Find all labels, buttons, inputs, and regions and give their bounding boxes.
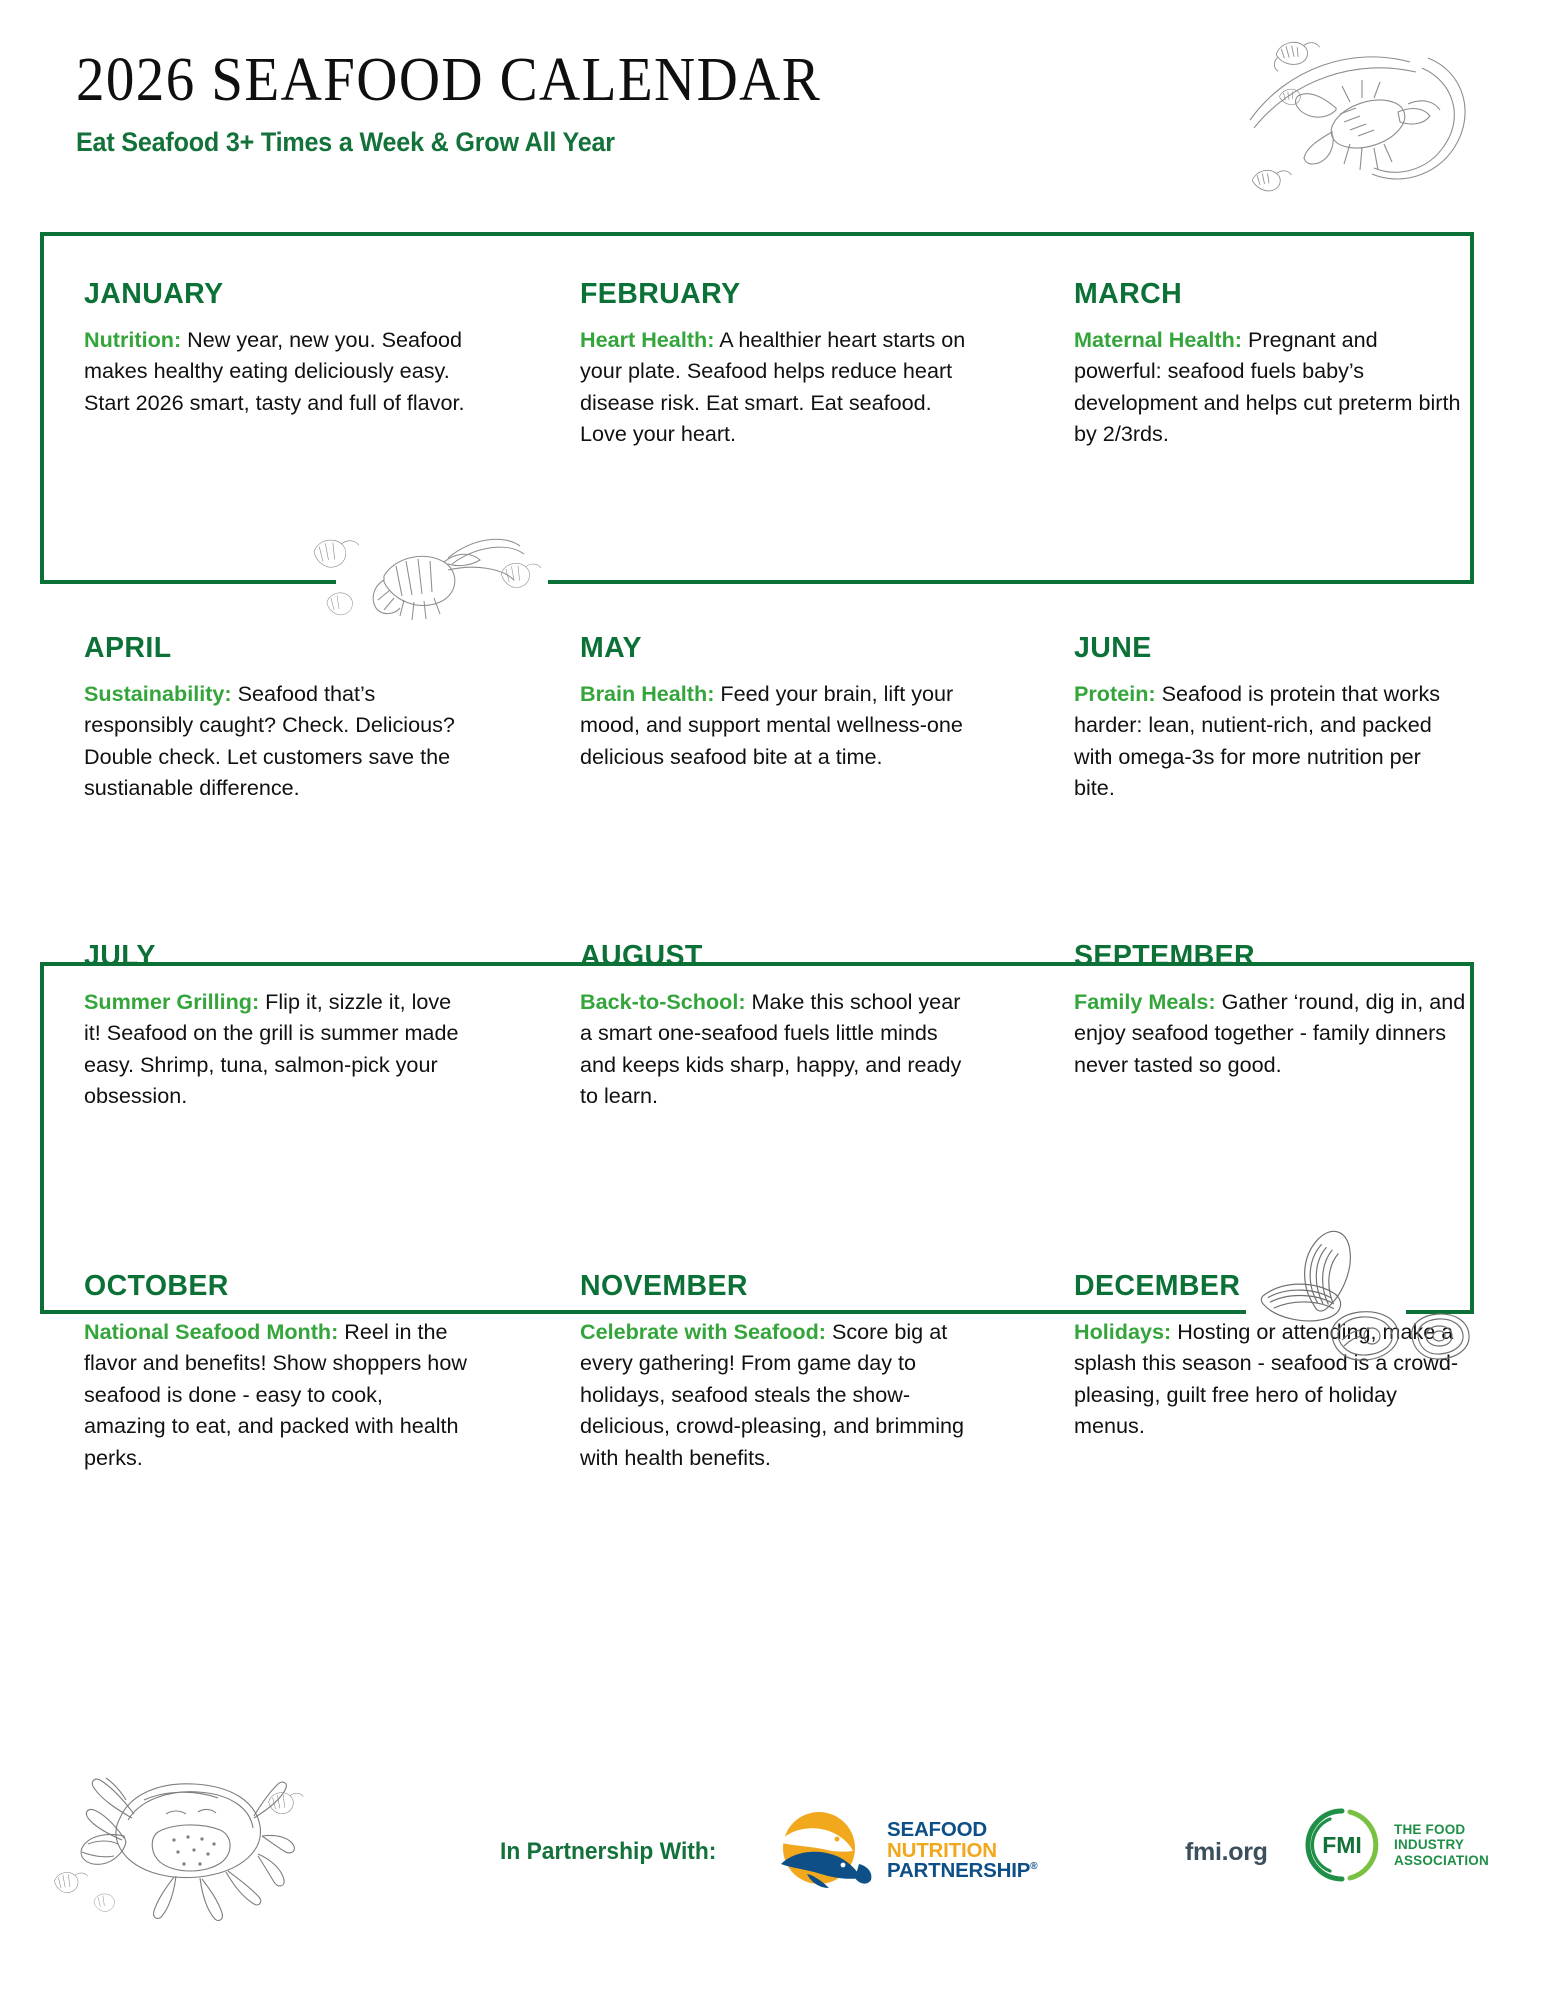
month-title-february: FEBRUARY (580, 278, 741, 310)
month-topic-november: Celebrate with Seafood: (580, 1319, 826, 1344)
fmi-circle-mark-icon (1300, 1803, 1384, 1887)
month-text-september: Gather ‘round, dig in, and enjoy seafood together - family dinners never tasted so good. (1074, 989, 1466, 1077)
snp-registered-mark: ® (1030, 1861, 1038, 1873)
snp-partnership-text: PARTNERSHIP (887, 1859, 1031, 1883)
month-title-august: AUGUST (580, 940, 703, 972)
month-title-march: MARCH (1074, 278, 1183, 310)
snp-line-seafood: SEAFOOD (887, 1817, 987, 1841)
snp-line-partnership (887, 1861, 1037, 1882)
month-cell-july (0, 940, 498, 1218)
month-body-july (84, 986, 470, 1112)
month-title-january: JANUARY (84, 278, 224, 310)
partnership-label: In Partnership With: (500, 1838, 717, 1865)
month-body-september (1074, 986, 1466, 1080)
month-row-q2 (0, 566, 1545, 888)
month-text-november: Score big at every gathering! From game day to holidays, seafood steals the show-delicious, crowd-pleasing, and brimming with health benefits. (580, 1319, 965, 1470)
month-title-april: APRIL (84, 632, 172, 664)
month-topic-december: Holidays: (1074, 1319, 1172, 1344)
month-title-december: DECEMBER (1074, 1270, 1241, 1302)
month-body-january (84, 324, 470, 418)
month-topic-january: Nutrition: (84, 327, 182, 352)
month-text-june: Seafood is protein that works harder: lean, nutient-rich, and packed with omega-3s for more nutrition per bite. (1074, 681, 1441, 801)
month-text-december: Hosting or attending, make a splash this season - seafood is a crowd-pleasing, guilt free hero of holiday menus. (1074, 1319, 1459, 1439)
month-topic-june: Protein: (1074, 681, 1156, 706)
month-cell-march (996, 278, 1494, 566)
month-text-february: A healthier heart starts on your plate. Seafood helps reduce heart disease risk. Eat smart. Eat seafood. Love your heart. (580, 327, 966, 447)
month-text-april: Seafood that’s responsibly caught? Check. Delicious? Double check. Let customers save the sustianable difference. (84, 681, 455, 801)
month-body-march (1074, 324, 1466, 450)
fmi-line-3: ASSOCIATION (1394, 1852, 1489, 1868)
month-cell-june (996, 632, 1494, 888)
month-cell-november (498, 1270, 996, 1518)
month-body-november (580, 1316, 968, 1473)
fmi-line-2: INDUSTRY (1394, 1837, 1465, 1853)
month-topic-march: Maternal Health: (1074, 327, 1242, 352)
month-text-january: New year, new you. Seafood makes healthy eating deliciously easy. Start 2026 smart, tasty and full of flavor. (84, 327, 465, 415)
snp-wordmark (887, 1817, 1038, 1883)
fmi-logo (1300, 1803, 1489, 1887)
crab-illustration (48, 1740, 308, 1930)
fmi-line-1: THE FOOD (1394, 1822, 1466, 1838)
month-title-june: JUNE (1074, 632, 1152, 664)
month-cell-may (498, 632, 996, 888)
month-cell-september (996, 940, 1494, 1218)
fmi-url-link[interactable]: fmi.org (1185, 1838, 1268, 1866)
shrimp-illustration (300, 522, 560, 632)
lobster-illustration (1232, 28, 1482, 218)
snp-fish-mark-icon (763, 1808, 875, 1894)
month-topic-september: Family Meals: (1074, 989, 1216, 1014)
month-body-february (580, 324, 968, 450)
month-body-june (1074, 678, 1466, 804)
month-body-august (580, 986, 968, 1112)
svg-text:FMI: FMI (1322, 1832, 1362, 1858)
month-text-march: Pregnant and powerful: seafood fuels baby’s development and helps cut preterm birth by 2/3rds. (1074, 327, 1461, 447)
month-body-april (84, 678, 470, 804)
mussel-oyster-illustration (1248, 1224, 1478, 1364)
month-title-september: SEPTEMBER (1074, 940, 1255, 972)
month-title-october: OCTOBER (84, 1270, 229, 1302)
month-title-may: MAY (580, 632, 642, 664)
month-text-may: Feed your brain, lift your mood, and support mental wellness-one delicious seafood bite at a time. (580, 681, 963, 769)
month-topic-april: Sustainability: (84, 681, 232, 706)
month-cell-august (498, 940, 996, 1218)
month-title-november: NOVEMBER (580, 1270, 748, 1302)
month-topic-october: National Seafood Month: (84, 1319, 339, 1344)
month-row-q1 (0, 236, 1545, 566)
page-title: 2026 SEAFOOD CALENDAR (76, 46, 822, 114)
seafood-nutrition-partnership-logo (763, 1808, 1037, 1894)
month-cell-april (0, 632, 498, 888)
month-title-july: JULY (84, 940, 156, 972)
page-subtitle: Eat Seafood 3+ Times a Week & Grow All Year (76, 127, 615, 158)
month-text-october: Reel in the flavor and benefits! Show shoppers how seafood is done - easy to cook, amazing to eat, and packed with health perks. (84, 1319, 467, 1470)
month-topic-may: Brain Health: (580, 681, 715, 706)
month-cell-february (498, 278, 996, 566)
month-body-may (580, 678, 968, 772)
month-topic-august: Back-to-School: (580, 989, 746, 1014)
fmi-wordmark (1394, 1822, 1489, 1867)
month-body-october (84, 1316, 470, 1473)
month-text-august: Make this school year a smart one-seafood fuels little minds and keeps kids sharp, happy, and ready to learn. (580, 989, 962, 1109)
month-text-july: Flip it, sizzle it, love it! Seafood on the grill is summer made easy. Shrimp, tuna, salmon-pick your obsession. (84, 989, 459, 1109)
snp-line-nutrition: NUTRITION (887, 1838, 997, 1862)
month-topic-july: Summer Grilling: (84, 989, 260, 1014)
month-topic-february: Heart Health: (580, 327, 715, 352)
page-header (76, 48, 886, 158)
month-cell-october (0, 1270, 498, 1518)
month-row-q3 (0, 888, 1545, 1218)
